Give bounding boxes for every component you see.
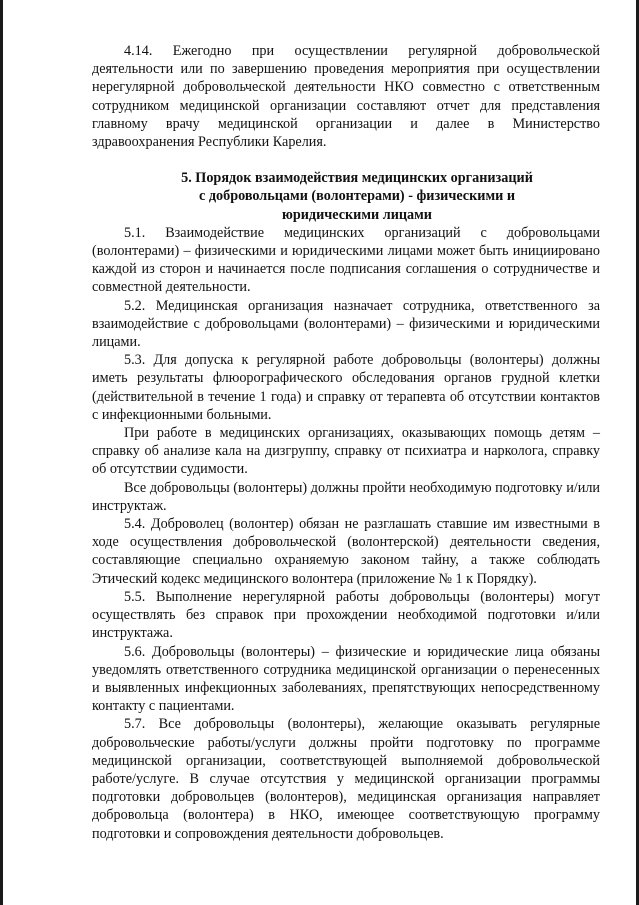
section-heading-line-2: с добровольцами (волонтерами) - физическими и <box>198 188 516 205</box>
paragraph-5-3-children: При работе в медицинских организациях, оказывающих помощь детям – справку об анализе кала на дизгруппу, справку от психиатра и нарколога, справку об отсутствии судимости. <box>92 425 600 478</box>
paragraph-5-3: 5.3. Для допуска к регулярной работе добровольцы (волонтеры) должны иметь результаты флюорографического обследования органов грудной клетки (действительной в течение 1 года) и справку от терапевта об отсутствии контактов с инфекционными больными. <box>92 352 600 423</box>
paragraph-4-14: 4.14. Ежегодно при осуществлении регулярной добровольческой деятельности или по завершению проведения мероприятия при осуществлении нерегулярной добровольческой деятельности НКО совместно с ответственным сотрудником медицинской организации составляют отчет для представления главному врачу медицинской организации и далее в Министерство здравоохранения Республики Карелия. <box>92 43 600 151</box>
paragraph-5-1: 5.1. Взаимодействие медицинских организаций с добровольцами (волонтерами) – физическими и юридическими лицами может быть инициировано каждой из сторон и начинается после подписания соглашения о сотрудничестве и совместной деятельности. <box>92 224 600 296</box>
paragraph-5-6: 5.6. Добровольцы (волонтеры) – физические и юридические лица обязаны уведомлять ответственного сотрудника медицинской организации о перенесенных и выявленных инфекционных заболеваниях, препятствующих непосредственному контакту с пациентами. <box>92 643 600 715</box>
section-heading-line-1: 5. Порядок взаимодействия медицинских организаций <box>181 170 533 187</box>
paragraph-5-2: 5.2. Медицинская организация назначает сотрудника, ответственного за взаимодействие с добровольцами (волонтерами) – физическими и юридическими лицами. <box>92 297 600 351</box>
document-body <box>92 42 600 843</box>
paragraph-5-4: 5.4. Доброволец (волонтер) обязан не разглашать ставшие им известными в ходе осуществления добровольческой (волонтерской) деятельности сведения, составляющие специально охраняемую законом тайну, а также соблюдать Этический кодекс медицинского волонтера (приложение № 1 к Порядку). <box>92 516 600 587</box>
paragraph-5-3-training: Все добровольцы (волонтеры) должны пройти необходимую подготовку и/или инструктаж. <box>92 479 600 514</box>
paragraph-5-5: 5.5. Выполнение нерегулярной работы добровольцы (волонтеры) могут осуществлять без справок при прохождении необходимой подготовки и/или инструктажа. <box>92 588 600 642</box>
section-5-heading <box>92 169 600 224</box>
paragraph-5-7: 5.7. Все добровольцы (волонтеры), желающие оказывать регулярные добровольческие работы/услуги должны пройти подготовку по программе медицинской организации, соответствующей выполняемой добровольческой работе/услуге. В случае отсутствия у медицинской организации программы подготовки добровольцев (волонтеров), медицинская организация направляет добровольца (волонтера) в НКО, имеющее соответствующую программу подготовки и сопровождения деятельности добровольцев. <box>92 716 600 842</box>
section-heading-line-3: юридическими лицами <box>281 206 432 223</box>
